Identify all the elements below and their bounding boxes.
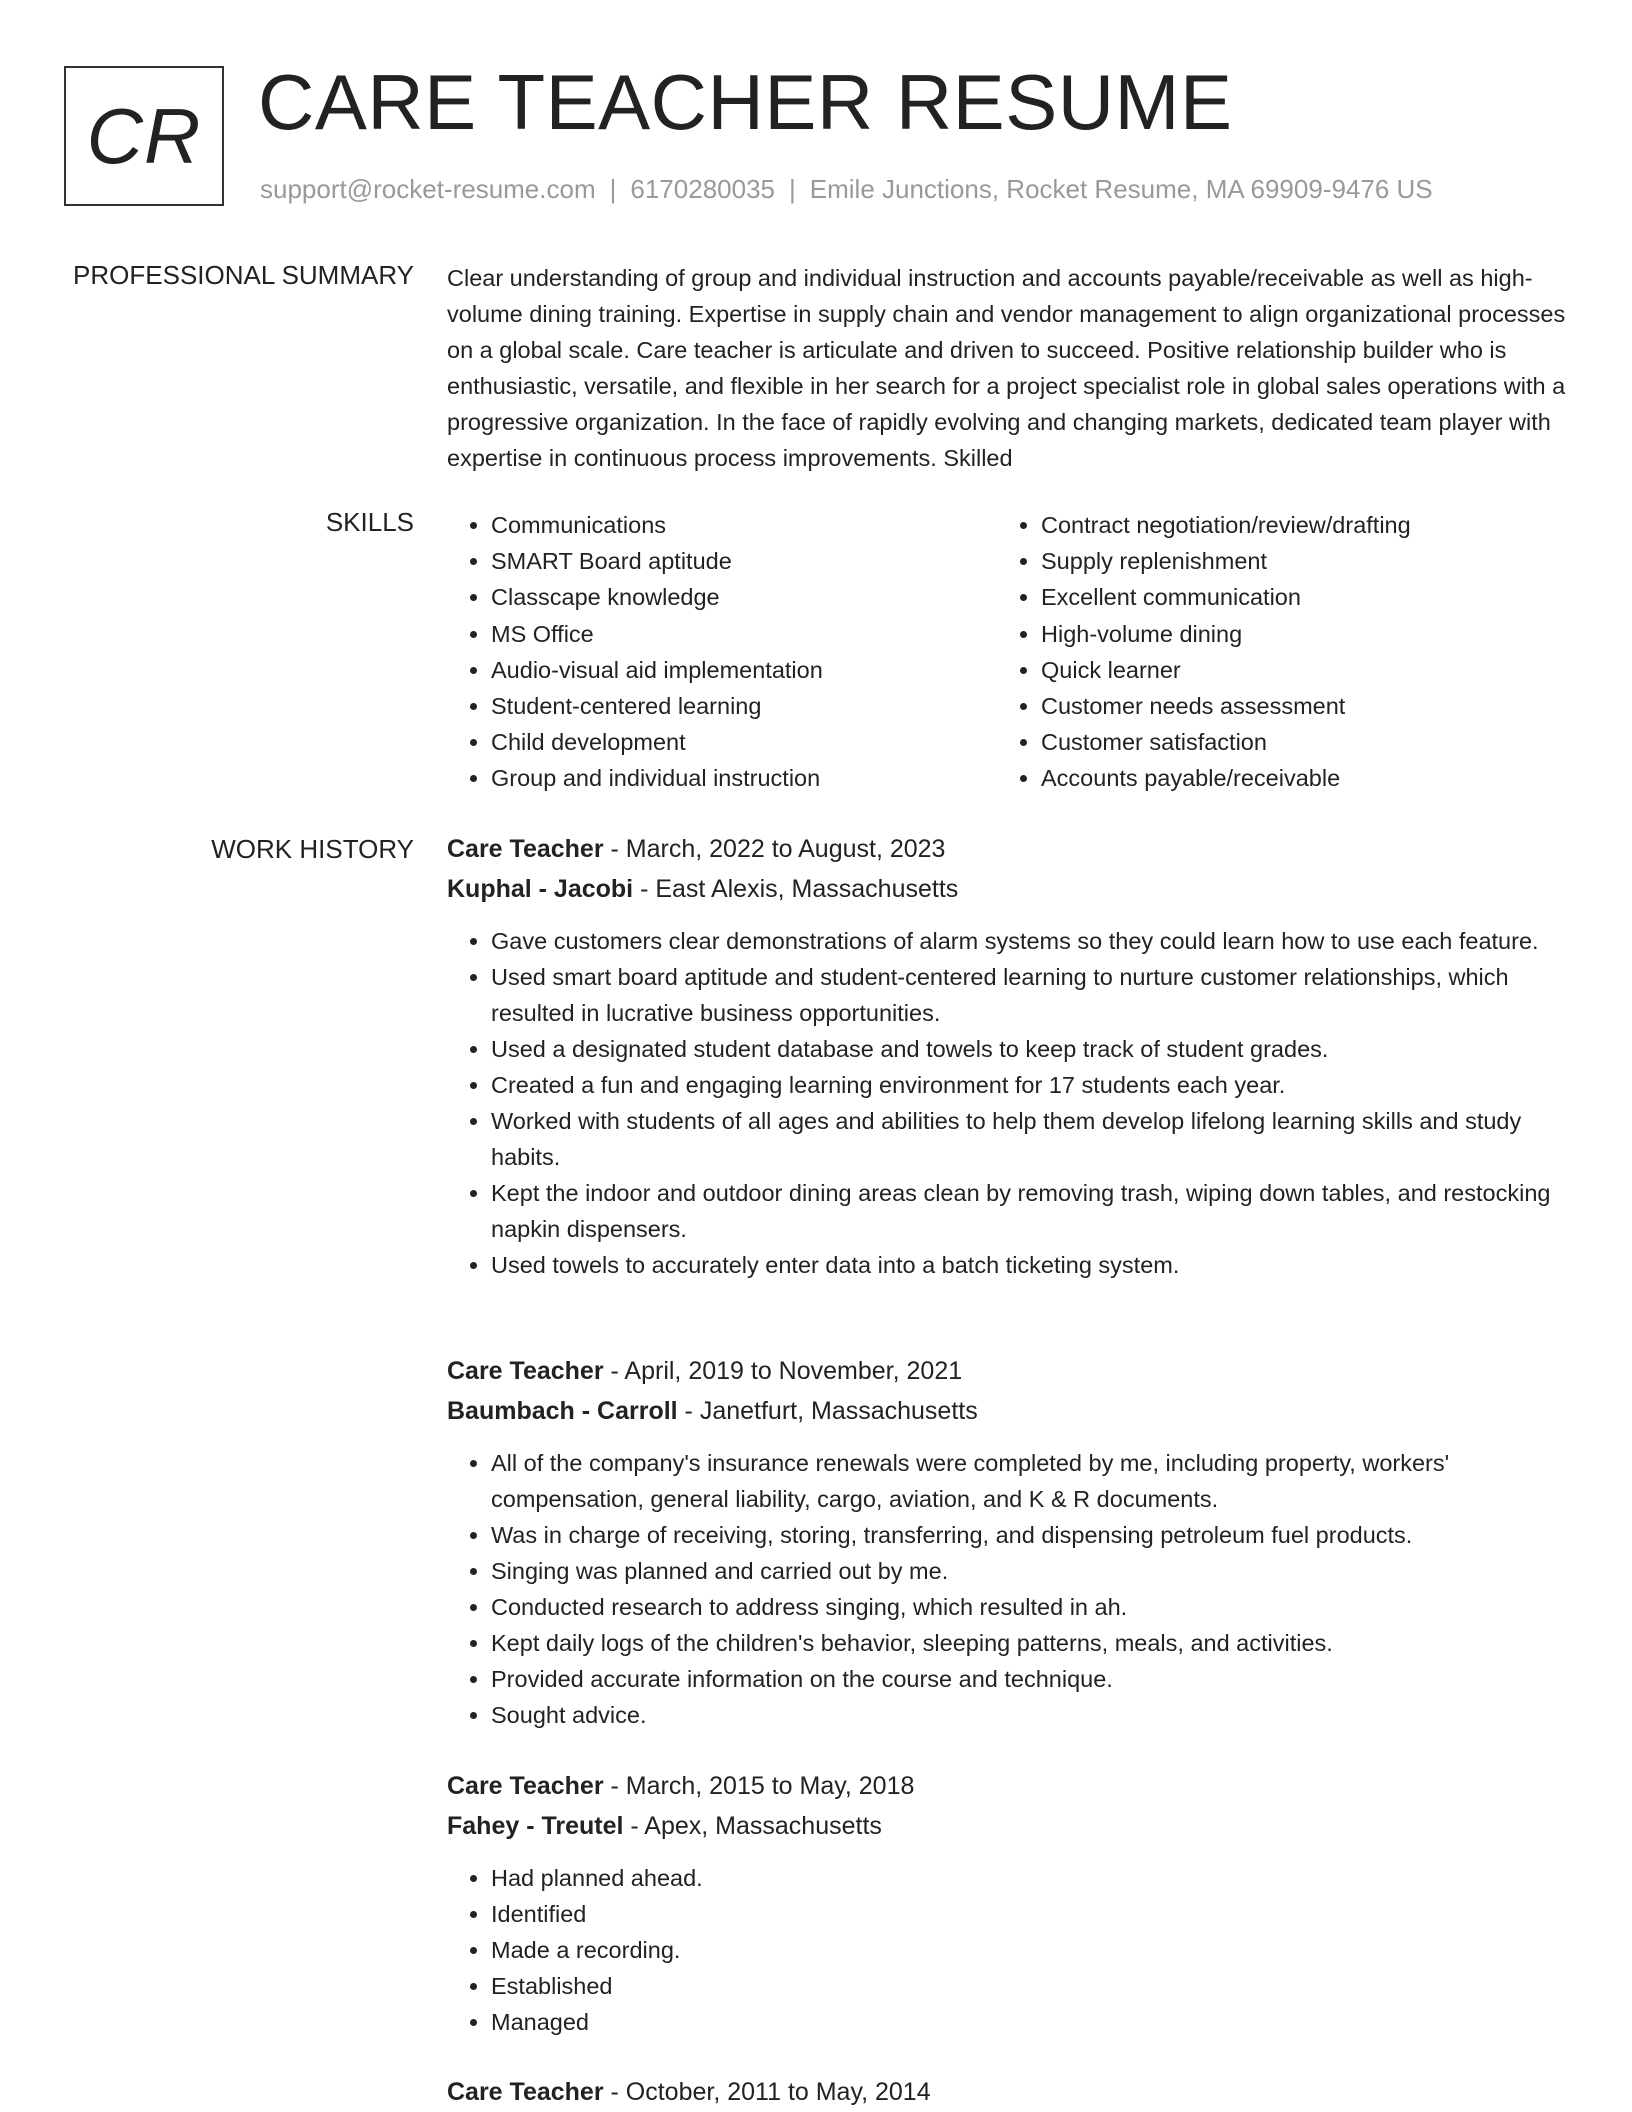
job-title: Care Teacher bbox=[447, 835, 604, 863]
contact-address: Emile Junctions, Rocket Resume, MA 69909-9476 US bbox=[809, 174, 1433, 204]
job-title: Care Teacher bbox=[447, 1357, 604, 1385]
job-bullet: • Made a recording. bbox=[491, 1932, 1567, 1968]
job-dates: - March, 2022 to August, 2023 bbox=[603, 835, 946, 863]
job-dates: - March, 2015 to May, 2018 bbox=[603, 1772, 915, 1800]
job-title-line bbox=[447, 831, 945, 867]
job-company: Baumbach - Carroll bbox=[447, 1397, 678, 1425]
job-location: - Apex, Massachusetts bbox=[623, 1812, 882, 1840]
contact-separator: | bbox=[609, 174, 617, 204]
skill-item: • Student-centered learning bbox=[491, 688, 997, 724]
skill-item: • Accounts payable/receivable bbox=[1041, 760, 1411, 796]
job-bullet: • Singing was planned and carried out by me. bbox=[491, 1553, 1567, 1589]
job-bullet: • Sought advice. bbox=[491, 1697, 1567, 1733]
job-bullets bbox=[447, 923, 1567, 1283]
skill-item: • SMART Board aptitude bbox=[491, 543, 997, 579]
job-bullet: • Provided accurate information on the course and technique. bbox=[491, 1661, 1567, 1697]
job-bullet: • Used smart board aptitude and student-centered learning to nurture customer relationships, which resulted in lucrative business opportunities. bbox=[491, 959, 1567, 1031]
job-title: Care Teacher bbox=[447, 2078, 604, 2106]
job-bullet: • Conducted research to address singing, which resulted in ah. bbox=[491, 1589, 1567, 1625]
job-dates: - October, 2011 to May, 2014 bbox=[603, 2078, 931, 2106]
skill-item: • MS Office bbox=[491, 616, 997, 652]
skill-item: • Excellent communication bbox=[1041, 579, 1411, 615]
job-title-line bbox=[447, 1768, 914, 1804]
skill-item: • Quick learner bbox=[1041, 652, 1411, 688]
job-bullet: • Established bbox=[491, 1968, 1567, 2004]
skills-column-right bbox=[997, 507, 1411, 797]
job-location: - East Alexis, Massachusetts bbox=[633, 875, 959, 903]
job-bullets bbox=[447, 1445, 1567, 1733]
job-bullet: • Was in charge of receiving, storing, transferring, and dispensing petroleum fuel products. bbox=[491, 1517, 1567, 1553]
section-label-summary: PROFESSIONAL SUMMARY bbox=[73, 260, 414, 290]
skills-list bbox=[447, 507, 1587, 797]
skill-item: • Customer satisfaction bbox=[1041, 724, 1411, 760]
job-company-line bbox=[447, 1808, 882, 1844]
job-company-line bbox=[447, 871, 958, 907]
job-company: Fahey - Treutel bbox=[447, 1812, 624, 1840]
job-location: - Janetfurt, Massachusetts bbox=[677, 1397, 978, 1425]
skill-item: • Communications bbox=[491, 507, 997, 543]
skill-item: • Group and individual instruction bbox=[491, 760, 997, 796]
summary-text: Clear understanding of group and individual instruction and accounts payable/receivable as well as high-volume dining training. Expertise in supply chain and vendor management to align organizational processes on a global scale. Care teacher is articulate and driven to succeed. Positive relationship builder who is enthusiastic, versatile, and flexible in her search for a project specialist role in global sales operations with a progressive organization. In the face of rapidly evolving and changing markets, dedicated team player with expertise in continuous process improvements. Skilled bbox=[447, 265, 1566, 471]
skill-item: • Contract negotiation/review/drafting bbox=[1041, 507, 1411, 543]
skill-item: • Classcape knowledge bbox=[491, 579, 997, 615]
skill-item: • Supply replenishment bbox=[1041, 543, 1411, 579]
contact-line bbox=[260, 174, 1433, 205]
job-bullet: • Kept daily logs of the children's behavior, sleeping patterns, meals, and activities. bbox=[491, 1625, 1567, 1661]
job-bullet: • Identified bbox=[491, 1896, 1567, 1932]
job-bullet: • Had planned ahead. bbox=[491, 1860, 1567, 1896]
job-title-line bbox=[447, 2074, 931, 2110]
job-bullet: • Worked with students of all ages and abilities to help them develop lifelong learning skills and study habits. bbox=[491, 1103, 1567, 1175]
contact-phone[interactable]: 6170280035 bbox=[630, 174, 775, 204]
job-title-line bbox=[447, 1353, 962, 1389]
monogram-badge: CR bbox=[64, 66, 224, 206]
skill-item: • High-volume dining bbox=[1041, 616, 1411, 652]
job-bullet: • Used towels to accurately enter data into a batch ticketing system. bbox=[491, 1247, 1567, 1283]
contact-email[interactable]: support@rocket-resume.com bbox=[260, 174, 596, 204]
job-company-line bbox=[447, 1393, 978, 1429]
section-label-skills: SKILLS bbox=[325, 507, 414, 537]
section-label-work-history: WORK HISTORY bbox=[211, 834, 414, 864]
skills-column-left bbox=[447, 507, 997, 797]
skill-item: • Audio-visual aid implementation bbox=[491, 652, 997, 688]
skill-item: • Customer needs assessment bbox=[1041, 688, 1411, 724]
job-company: Kuphal - Jacobi bbox=[447, 875, 634, 903]
resume-title: CARE TEACHER RESUME bbox=[258, 58, 1233, 146]
job-bullet: • Created a fun and engaging learning environment for 17 students each year. bbox=[491, 1067, 1567, 1103]
job-bullet: • All of the company's insurance renewals were completed by me, including property, workers' compensation, general liability, cargo, aviation, and K & R documents. bbox=[491, 1445, 1567, 1517]
job-bullet: • Gave customers clear demonstrations of alarm systems so they could learn how to use each feature. bbox=[491, 923, 1567, 959]
skill-item: • Child development bbox=[491, 724, 997, 760]
job-bullets bbox=[447, 1860, 1567, 2040]
job-dates: - April, 2019 to November, 2021 bbox=[603, 1357, 963, 1385]
job-title: Care Teacher bbox=[447, 1772, 604, 1800]
contact-separator: | bbox=[789, 174, 796, 204]
job-bullet: • Managed bbox=[491, 2004, 1567, 2040]
job-bullet: • Used a designated student database and towels to keep track of student grades. bbox=[491, 1031, 1567, 1067]
job-bullet: • Kept the indoor and outdoor dining areas clean by removing trash, wiping down tables, and restocking napkin dispensers. bbox=[491, 1175, 1567, 1247]
